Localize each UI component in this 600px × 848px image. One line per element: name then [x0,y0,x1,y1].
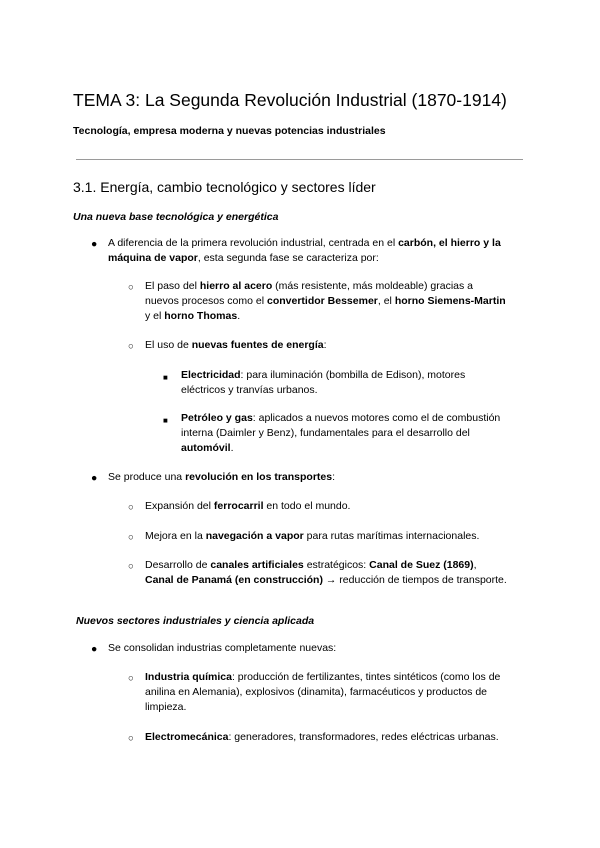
bullet-square-icon: ■ [163,416,168,425]
bullet-circle-icon: ○ [128,341,134,352]
list-item-line: Industria química: producción de fertilizantes, tintes sintéticos (como los de [145,671,501,683]
list-item-line: nuevos procesos como el convertidor Bessemer, el horno Siemens-Martin [145,295,506,307]
document-title: TEMA 3: La Segunda Revolución Industrial (1870-1914) [73,90,507,110]
bullet-square-icon: ■ [163,373,168,382]
bullet-circle-icon: ○ [128,673,134,684]
list-item-line: Desarrollo de canales artificiales estratégicos: Canal de Suez (1869), [145,559,477,571]
list-item-line: interna (Daimler y Benz), fundamentales para el desarrollo del [181,427,470,439]
bullet-circle-icon: ○ [128,561,134,572]
subsection-heading-base-tecnologica: Una nueva base tecnológica y energética [73,211,279,223]
list-item-line: Electromecánica: generadores, transformadores, redes eléctricas urbanas. [145,731,499,743]
list-item-line: máquina de vapor, esta segunda fase se caracteriza por: [108,252,379,264]
bullet-disc-icon: ● [91,472,98,484]
list-item-line: Se produce una revolución en los transportes: [108,471,336,483]
list-item-line: automóvil. [181,442,234,454]
list-item-line: Se consolidan industrias completamente nuevas: [108,642,337,654]
bullet-circle-icon: ○ [128,733,134,744]
list-item-line: El uso de nuevas fuentes de energía: [145,339,327,351]
subsection-heading-nuevos-sectores: Nuevos sectores industriales y ciencia aplicada [76,615,315,627]
list-item-line: Expansión del ferrocarril en todo el mundo. [145,500,351,512]
list-item-line: Electricidad: para iluminación (bombilla de Edison), motores [181,369,466,381]
list-item-line: eléctricos y tranvías urbanos. [181,384,318,396]
horizontal-divider [76,159,523,160]
list-item-line: Petróleo y gas: aplicados a nuevos motores como el de combustión [181,412,501,424]
list-item-line: Mejora en la navegación a vapor para rutas marítimas internacionales. [145,530,480,542]
bullet-circle-icon: ○ [128,502,134,513]
bullet-disc-icon: ● [91,643,98,655]
list-item-line: A diferencia de la primera revolución industrial, centrada en el carbón, el hierro y la [108,237,501,249]
bullet-disc-icon: ● [91,238,98,250]
section-heading: 3.1. Energía, cambio tecnológico y sectores líder [73,179,376,195]
bullet-circle-icon: ○ [128,532,134,543]
list-item-line: limpieza. [145,701,187,713]
list-item-line: y el horno Thomas. [145,310,241,322]
list-item-line: El paso del hierro al acero (más resistente, más moldeable) gracias a [145,280,473,292]
document-subtitle: Tecnología, empresa moderna y nuevas potencias industriales [73,125,386,137]
bullet-circle-icon: ○ [128,282,134,293]
list-item-line: Canal de Panamá (en construcción) → reducción de tiempos de transporte. [145,574,507,586]
list-item-line: anilina en Alemania), explosivos (dinamita), farmacéuticos y productos de [145,686,488,698]
